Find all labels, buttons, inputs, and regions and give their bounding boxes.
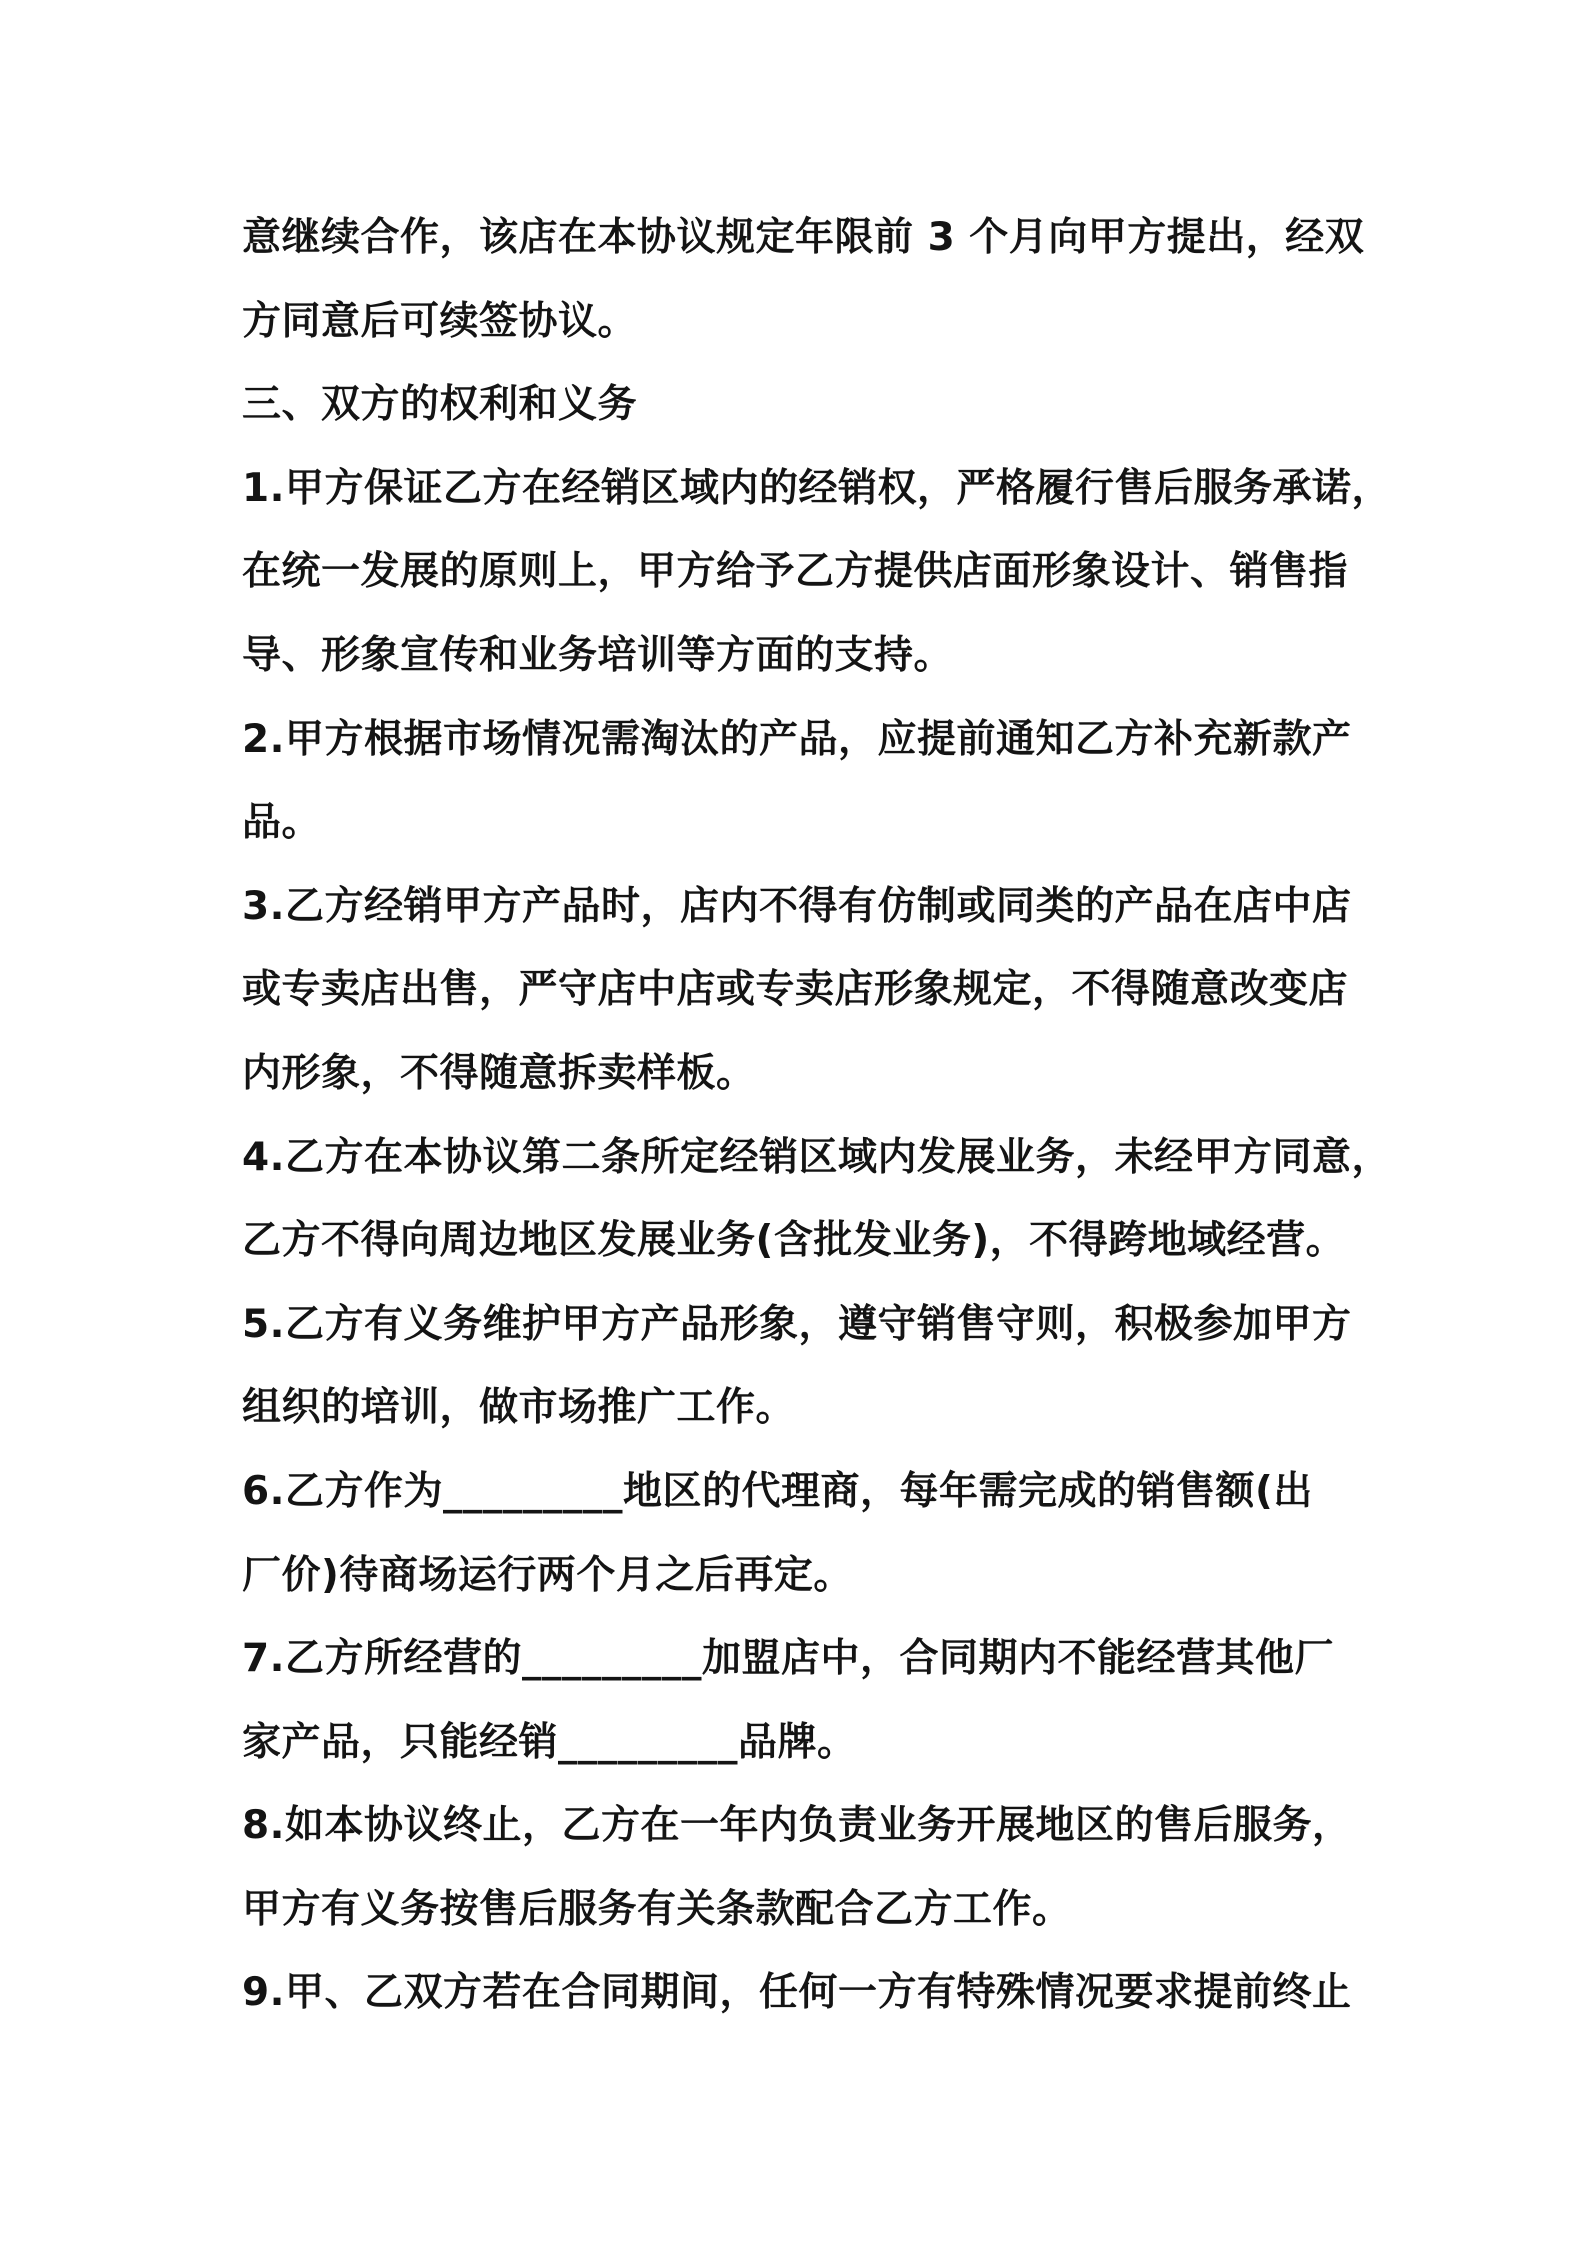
text-line: 在统一发展的原则上，甲方给予乙方提供店面形象设计、销售指 [242,549,1349,595]
text-line: 乙方不得向周边地区发展业务(含批发业务)，不得跨地域经营。 [242,1218,1346,1264]
text-line: 或专卖店出售，严守店中店或专卖店形象规定，不得随意改变店 [242,967,1349,1013]
text-line: 方同意后可续签协议。 [242,298,638,344]
section-heading: 三、双方的权利和义务 [242,382,638,428]
text-line: 2.甲方根据市场情况需淘汰的产品，应提前通知乙方补充新款产 [242,716,1352,762]
text-line: 内形象，不得随意拆卖样板。 [242,1050,756,1096]
text-line: 7.乙方所经营的_________加盟店中，合同期内不能经营其他厂 [242,1636,1334,1682]
text-line: 组织的培训，做市场推广工作。 [242,1385,796,1431]
text-line: 甲方有义务按售后服务有关条款配合乙方工作。 [242,1886,1072,1932]
text-line: 1.甲方保证乙方在经销区域内的经销权，严格履行售后服务承诺， [242,465,1391,511]
text-line: 导、形象宣传和业务培训等方面的支持。 [242,632,954,678]
text-line: 厂价)待商场运行两个月之后再定。 [242,1552,853,1598]
text-line: 家产品，只能经销_________品牌。 [242,1719,857,1765]
document-body [242,196,1391,2035]
text-line: 品。 [242,800,322,846]
text-line: 3.乙方经销甲方产品时，店内不得有仿制或同类的产品在店中店 [242,883,1352,929]
text-line: 4.乙方在本协议第二条所定经销区域内发展业务，未经甲方同意， [242,1134,1391,1180]
text-line: 8.如本协议终止，乙方在一年内负责业务开展地区的售后服务， [242,1803,1352,1849]
text-line: 9.甲、乙双方若在合同期间，任何一方有特殊情况要求提前终止 [242,1970,1352,2016]
text-line: 意继续合作，该店在本协议规定年限前 3 个月向甲方提出，经双 [242,215,1365,260]
text-line: 5.乙方有义务维护甲方产品形象，遵守销售守则，积极参加甲方 [242,1301,1352,1347]
text-line: 6.乙方作为_________地区的代理商，每年需完成的销售额(出 [242,1468,1313,1514]
